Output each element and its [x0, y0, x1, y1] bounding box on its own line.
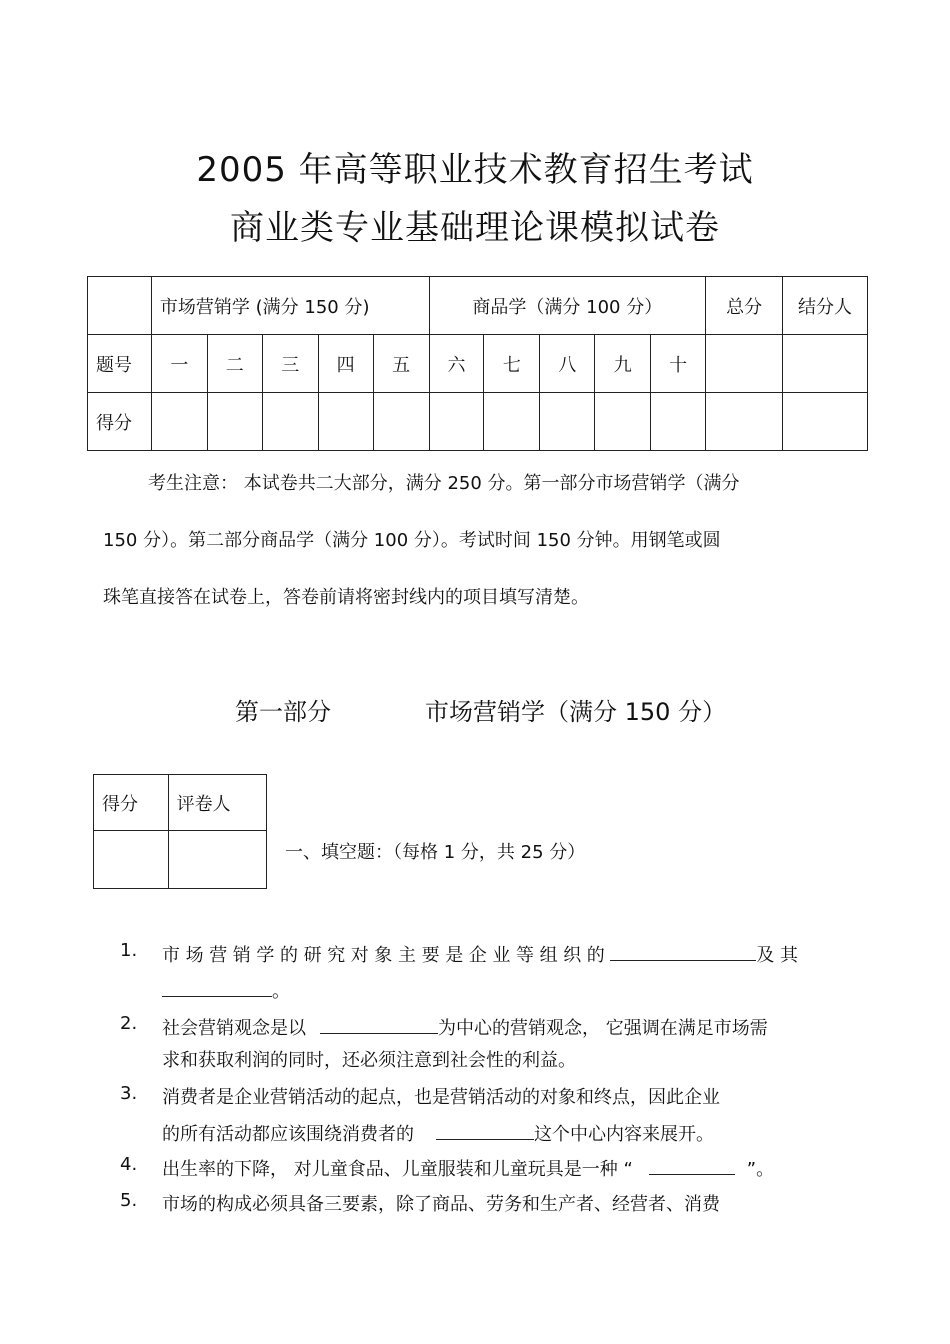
question-2-text-b: 为中心的营销观念， 它强调在满足市场需 — [438, 1018, 768, 1039]
notice-line1: 考生注意： 本试卷共二大部分，满分 250 分。第一部分市场营销学（满分 — [148, 473, 740, 494]
question-1-text-b: 及其 — [756, 945, 804, 966]
exam-title-line2: 商业类专业基础理论课模拟试卷 — [230, 208, 720, 248]
question-number: 2. — [120, 1013, 138, 1034]
answer-blank[interactable] — [610, 940, 756, 961]
answer-blank[interactable] — [649, 1154, 735, 1175]
score-entry-cell[interactable] — [651, 393, 706, 451]
question-number-cell: 一 — [151, 335, 207, 393]
score-entry-cell[interactable] — [318, 393, 373, 451]
question-3-text-b: 这个中心内容来展开。 — [534, 1124, 714, 1145]
question-number-cell: 六 — [429, 335, 484, 393]
grader-score-entry[interactable] — [94, 831, 169, 889]
score-header-grader: 结分人 — [783, 277, 868, 335]
question-number-cell: 八 — [540, 335, 595, 393]
score-header-marketing: 市场营销学 (满分 150 分) — [151, 277, 429, 335]
score-entry-cell[interactable] — [540, 393, 595, 451]
score-entry-cell[interactable] — [373, 393, 429, 451]
question-1-end: 。 — [272, 981, 290, 1002]
score-header-total: 总分 — [706, 277, 783, 335]
question-3-text-a: 的所有活动都应该围绕消费者的 — [162, 1124, 414, 1145]
total-entry-cell[interactable] — [706, 393, 783, 451]
question-1-line2 — [162, 976, 290, 1003]
row-label-number: 题号 — [88, 335, 152, 393]
question-4-line1 — [162, 1154, 774, 1181]
score-entry-cell[interactable] — [262, 393, 318, 451]
question-1-text-a: 市场营销学的研究对象主要是企业等组织的 — [162, 945, 611, 966]
total-cell — [706, 335, 783, 393]
row-label-score: 得分 — [88, 393, 152, 451]
section-title: 一、填空题：（每格 1 分，共 25 分） — [285, 842, 586, 863]
grader-name-label: 评卷人 — [168, 775, 266, 831]
question-4-text-a: 出生率的下降， 对儿童食品、儿童服装和儿童玩具是一种 “ — [162, 1159, 633, 1180]
question-3-line1: 消费者是企业营销活动的起点，也是营销活动的对象和终点，因此企业 — [162, 1087, 720, 1108]
question-number: 3. — [120, 1083, 138, 1104]
score-entry-cell[interactable] — [151, 393, 207, 451]
grader-score-label: 得分 — [94, 775, 169, 831]
answer-blank[interactable] — [320, 1013, 438, 1034]
question-2-line1 — [162, 1013, 768, 1040]
question-number: 5. — [120, 1190, 138, 1211]
question-number: 4. — [120, 1154, 138, 1175]
question-1-line1 — [162, 940, 804, 967]
score-table-corner — [88, 277, 152, 335]
question-number-cell: 二 — [207, 335, 262, 393]
question-number-cell: 三 — [262, 335, 318, 393]
question-2-text-a: 社会营销观念是以 — [162, 1018, 306, 1039]
grader-cell — [783, 335, 868, 393]
question-2-line2: 求和获取利润的同时，还必须注意到社会性的利益。 — [162, 1050, 576, 1071]
question-number-cell: 七 — [484, 335, 540, 393]
grader-table — [93, 774, 267, 889]
question-4-text-b: ”。 — [746, 1159, 775, 1180]
score-header-commodity: 商品学（满分 100 分） — [429, 277, 706, 335]
score-entry-cell[interactable] — [595, 393, 651, 451]
question-number: 1. — [120, 940, 138, 961]
question-number-cell: 九 — [595, 335, 651, 393]
score-entry-cell[interactable] — [429, 393, 484, 451]
score-entry-cell[interactable] — [207, 393, 262, 451]
score-table — [87, 276, 868, 451]
answer-blank[interactable] — [162, 976, 272, 997]
question-number-cell: 四 — [318, 335, 373, 393]
notice-line3: 珠笔直接答在试卷上，答卷前请将密封线内的项目填写清楚。 — [103, 587, 589, 608]
score-entry-cell[interactable] — [484, 393, 540, 451]
grader-name-entry[interactable] — [168, 831, 266, 889]
grader-entry-cell[interactable] — [783, 393, 868, 451]
exam-title-line1: 2005 年高等职业技术教育招生考试 — [196, 150, 754, 190]
answer-blank[interactable] — [436, 1119, 534, 1140]
question-number-cell: 五 — [373, 335, 429, 393]
part-subject: 市场营销学（满分 150 分） — [425, 698, 727, 726]
question-3-line2 — [162, 1119, 714, 1146]
question-number-cell: 十 — [651, 335, 706, 393]
part-label: 第一部分 — [235, 698, 331, 726]
notice-line2: 150 分）。第二部分商品学（满分 100 分）。考试时间 150 分钟。用钢笔或圆 — [103, 530, 721, 551]
question-5-line1: 市场的构成必须具备三要素，除了商品、劳务和生产者、经营者、消费 — [162, 1194, 720, 1215]
